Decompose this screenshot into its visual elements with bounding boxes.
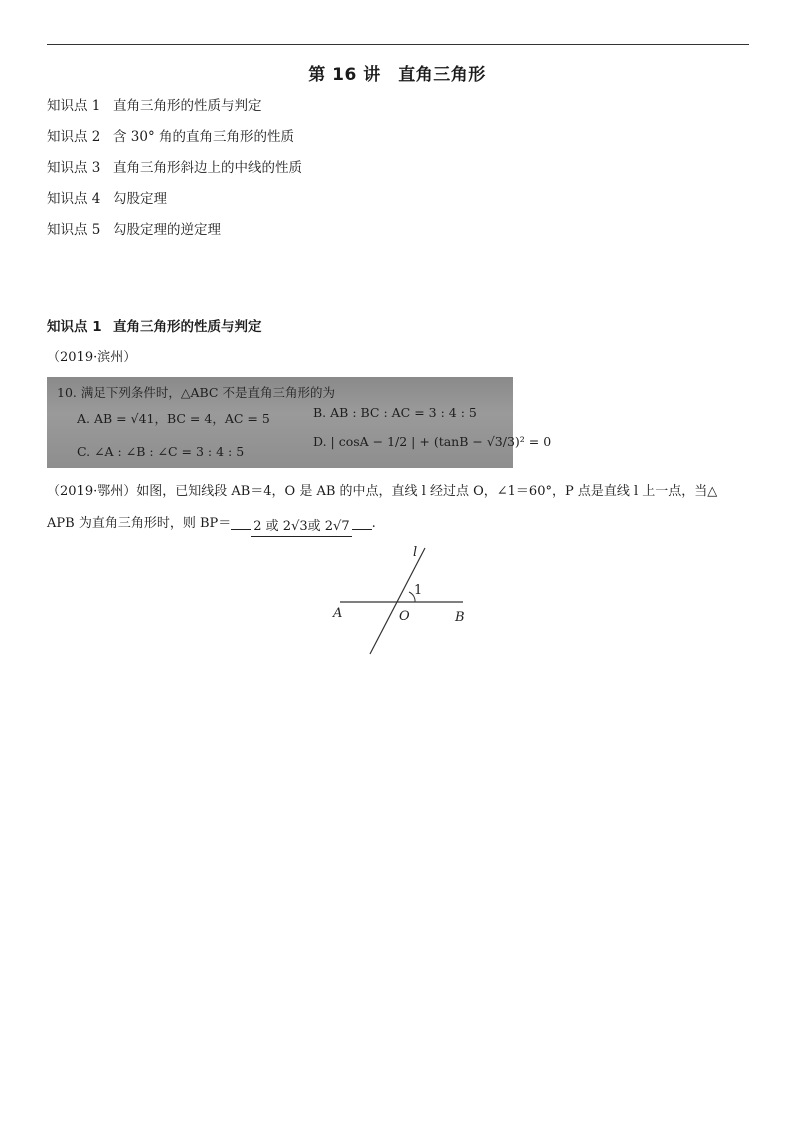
question-source: （2019·滨州） <box>47 350 137 365</box>
header-rule <box>47 44 749 45</box>
toc-item-num: 知识点 4 <box>47 191 101 207</box>
section-label: 直角三角形的性质与判定 <box>113 319 262 335</box>
toc-item <box>47 127 302 158</box>
toc-item-num: 知识点 1 <box>47 98 101 114</box>
toc-item-label: 直角三角形斜边上的中线的性质 <box>113 160 302 176</box>
answer-text: 2 或 2√3或 2√7 <box>251 518 351 537</box>
geometry-figure <box>325 540 475 660</box>
toc-item-label: 直角三角形的性质与判定 <box>113 98 262 114</box>
section-heading <box>47 315 262 335</box>
toc-item-num: 知识点 5 <box>47 222 101 238</box>
toc-item-num: 知识点 2 <box>47 129 101 145</box>
toc-list <box>47 96 302 251</box>
toc-item <box>47 158 302 189</box>
toc-item-label: 勾股定理的逆定理 <box>113 222 221 238</box>
question-2-line-1: （2019·鄂州）如图，已知线段 AB＝4，O 是 AB 的中点，直线 l 经过点 O，∠1＝60°，P 点是直线 l 上一点，当△ <box>47 484 718 499</box>
option-d: D. | cosA − 1/2 | + (tanB − √3/3)² = 0 <box>313 434 552 449</box>
line-l <box>370 548 425 654</box>
toc-item <box>47 189 302 220</box>
option-b: B. AB : BC : AC = 3 : 4 : 5 <box>313 405 477 420</box>
label-o: O <box>399 609 410 624</box>
option-c: C. ∠A : ∠B : ∠C = 3 : 4 : 5 <box>77 444 245 459</box>
answer-blank-right <box>352 513 372 530</box>
label-b: B <box>455 610 465 625</box>
toc-item-num: 知识点 3 <box>47 160 101 176</box>
section-num: 知识点 1 <box>47 319 102 335</box>
question-2-prefix: APB 为直角三角形时，则 BP＝ <box>47 516 232 531</box>
answer-blank-left <box>231 513 251 530</box>
toc-item <box>47 220 302 251</box>
question-2-line-2 <box>47 508 757 540</box>
toc-item-label: 勾股定理 <box>113 191 167 207</box>
question-stem: 10. 满足下列条件时，△ABC 不是直角三角形的为 <box>57 385 335 400</box>
toc-item-label: 含 30° 角的直角三角形的性质 <box>113 129 295 145</box>
label-a: A <box>333 606 343 621</box>
label-angle-1: 1 <box>414 583 423 598</box>
option-a: A. AB = √41，BC = 4，AC = 5 <box>77 411 270 426</box>
question-scan-image <box>47 377 552 468</box>
toc-item <box>47 96 302 127</box>
question-2 <box>47 476 757 540</box>
page-title: 第 16 讲 直角三角形 <box>308 65 486 85</box>
label-l: l <box>413 545 418 560</box>
question-2-suffix: . <box>371 516 376 531</box>
